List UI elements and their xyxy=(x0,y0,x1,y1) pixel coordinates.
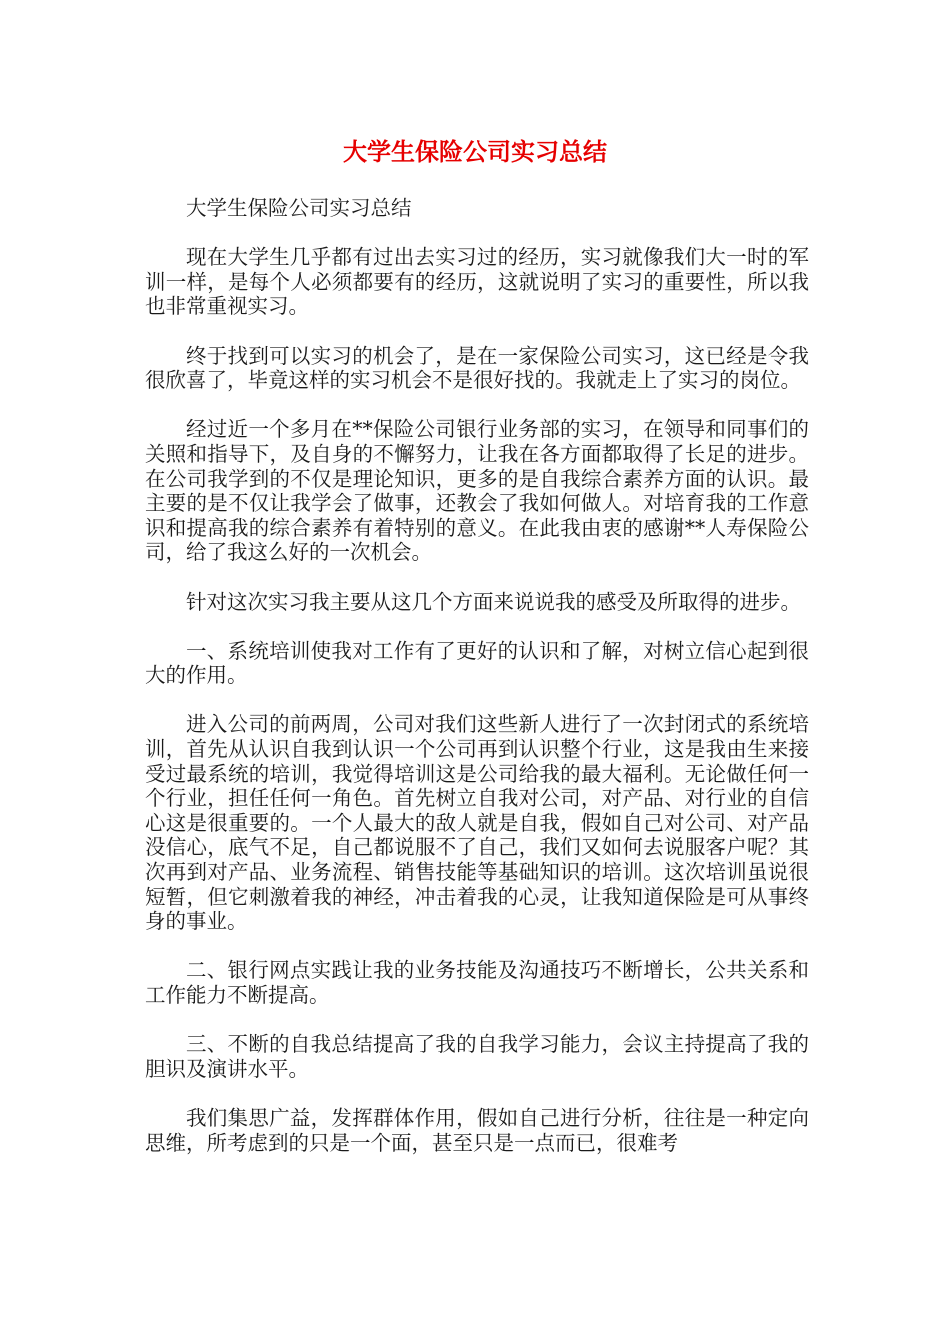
paragraph: 经过近一个多月在**保险公司银行业务部的实习，在领导和同事们的关照和指导下，及自身的不懈努力，让我在各方面都取得了长足的进步。在公司我学到的不仅是理论知识，更多的是自我综合素养方面的认识。最主要的是不仅让我学会了做事，还教会了我如何做人。对培育我的工作意识和提高我的综合素养有着特别的意义。在此我由衷的感谢**人寿保险公司，给了我这么好的一次机会。 xyxy=(145,417,809,565)
paragraph: 现在大学生几乎都有过出去实习过的经历，实习就像我们大一时的军训一样，是每个人必须都要有的经历，这就说明了实习的重要性，所以我也非常重视实习。 xyxy=(145,245,809,319)
document-title: 大学生保险公司实习总结 xyxy=(343,138,607,166)
paragraph: 终于找到可以实习的机会了，是在一家保险公司实习，这已经是令我很欣喜了，毕竟这样的实习机会不是很好找的。我就走上了实习的岗位。 xyxy=(145,343,809,393)
document-body xyxy=(145,196,809,1180)
paragraph: 三、不断的自我总结提高了我的自我学习能力，会议主持提高了我的胆识及演讲水平。 xyxy=(145,1032,809,1081)
paragraph: 针对这次实习我主要从这几个方面来说说我的感受及所取得的进步。 xyxy=(186,589,801,614)
paragraph: 一、系统培训使我对工作有了更好的认识和了解，对树立信心起到很大的作用。 xyxy=(145,638,809,688)
paragraph: 大学生保险公司实习总结 xyxy=(186,196,412,220)
paragraph: 二、银行网点实践让我的业务技能及沟通技巧不断增长，公共关系和工作能力不断提高。 xyxy=(145,958,809,1007)
paragraph: 进入公司的前两周，公司对我们这些新人进行了一次封闭式的系统培训，首先从认识自我到认识一个公司再到认识整个行业，这是我由生来接受过最系统的培训，我觉得培训这是公司给我的最大福利。无论做任何一个行业，担任任何一角色。首先树立自我对公司，对产品、对行业的自信心这是很重要的。一个人最大的敌人就是自我，假如自己对公司、对产品没信心，底气不足，自己都说服不了自己，我们又如何去说服客户呢？其次再到对产品、业务流程、销售技能等基础知识的培训。这次培训虽说很短暂，但它刺激着我的神经，冲击着我的心灵，让我知道保险是可从事终身的事业。 xyxy=(145,712,809,934)
paragraph: 我们集思广益，发挥群体作用，假如自己进行分析，往往是一种定向思维，所考虑到的只是一个面，甚至只是一点而已，很难考 xyxy=(145,1105,809,1155)
